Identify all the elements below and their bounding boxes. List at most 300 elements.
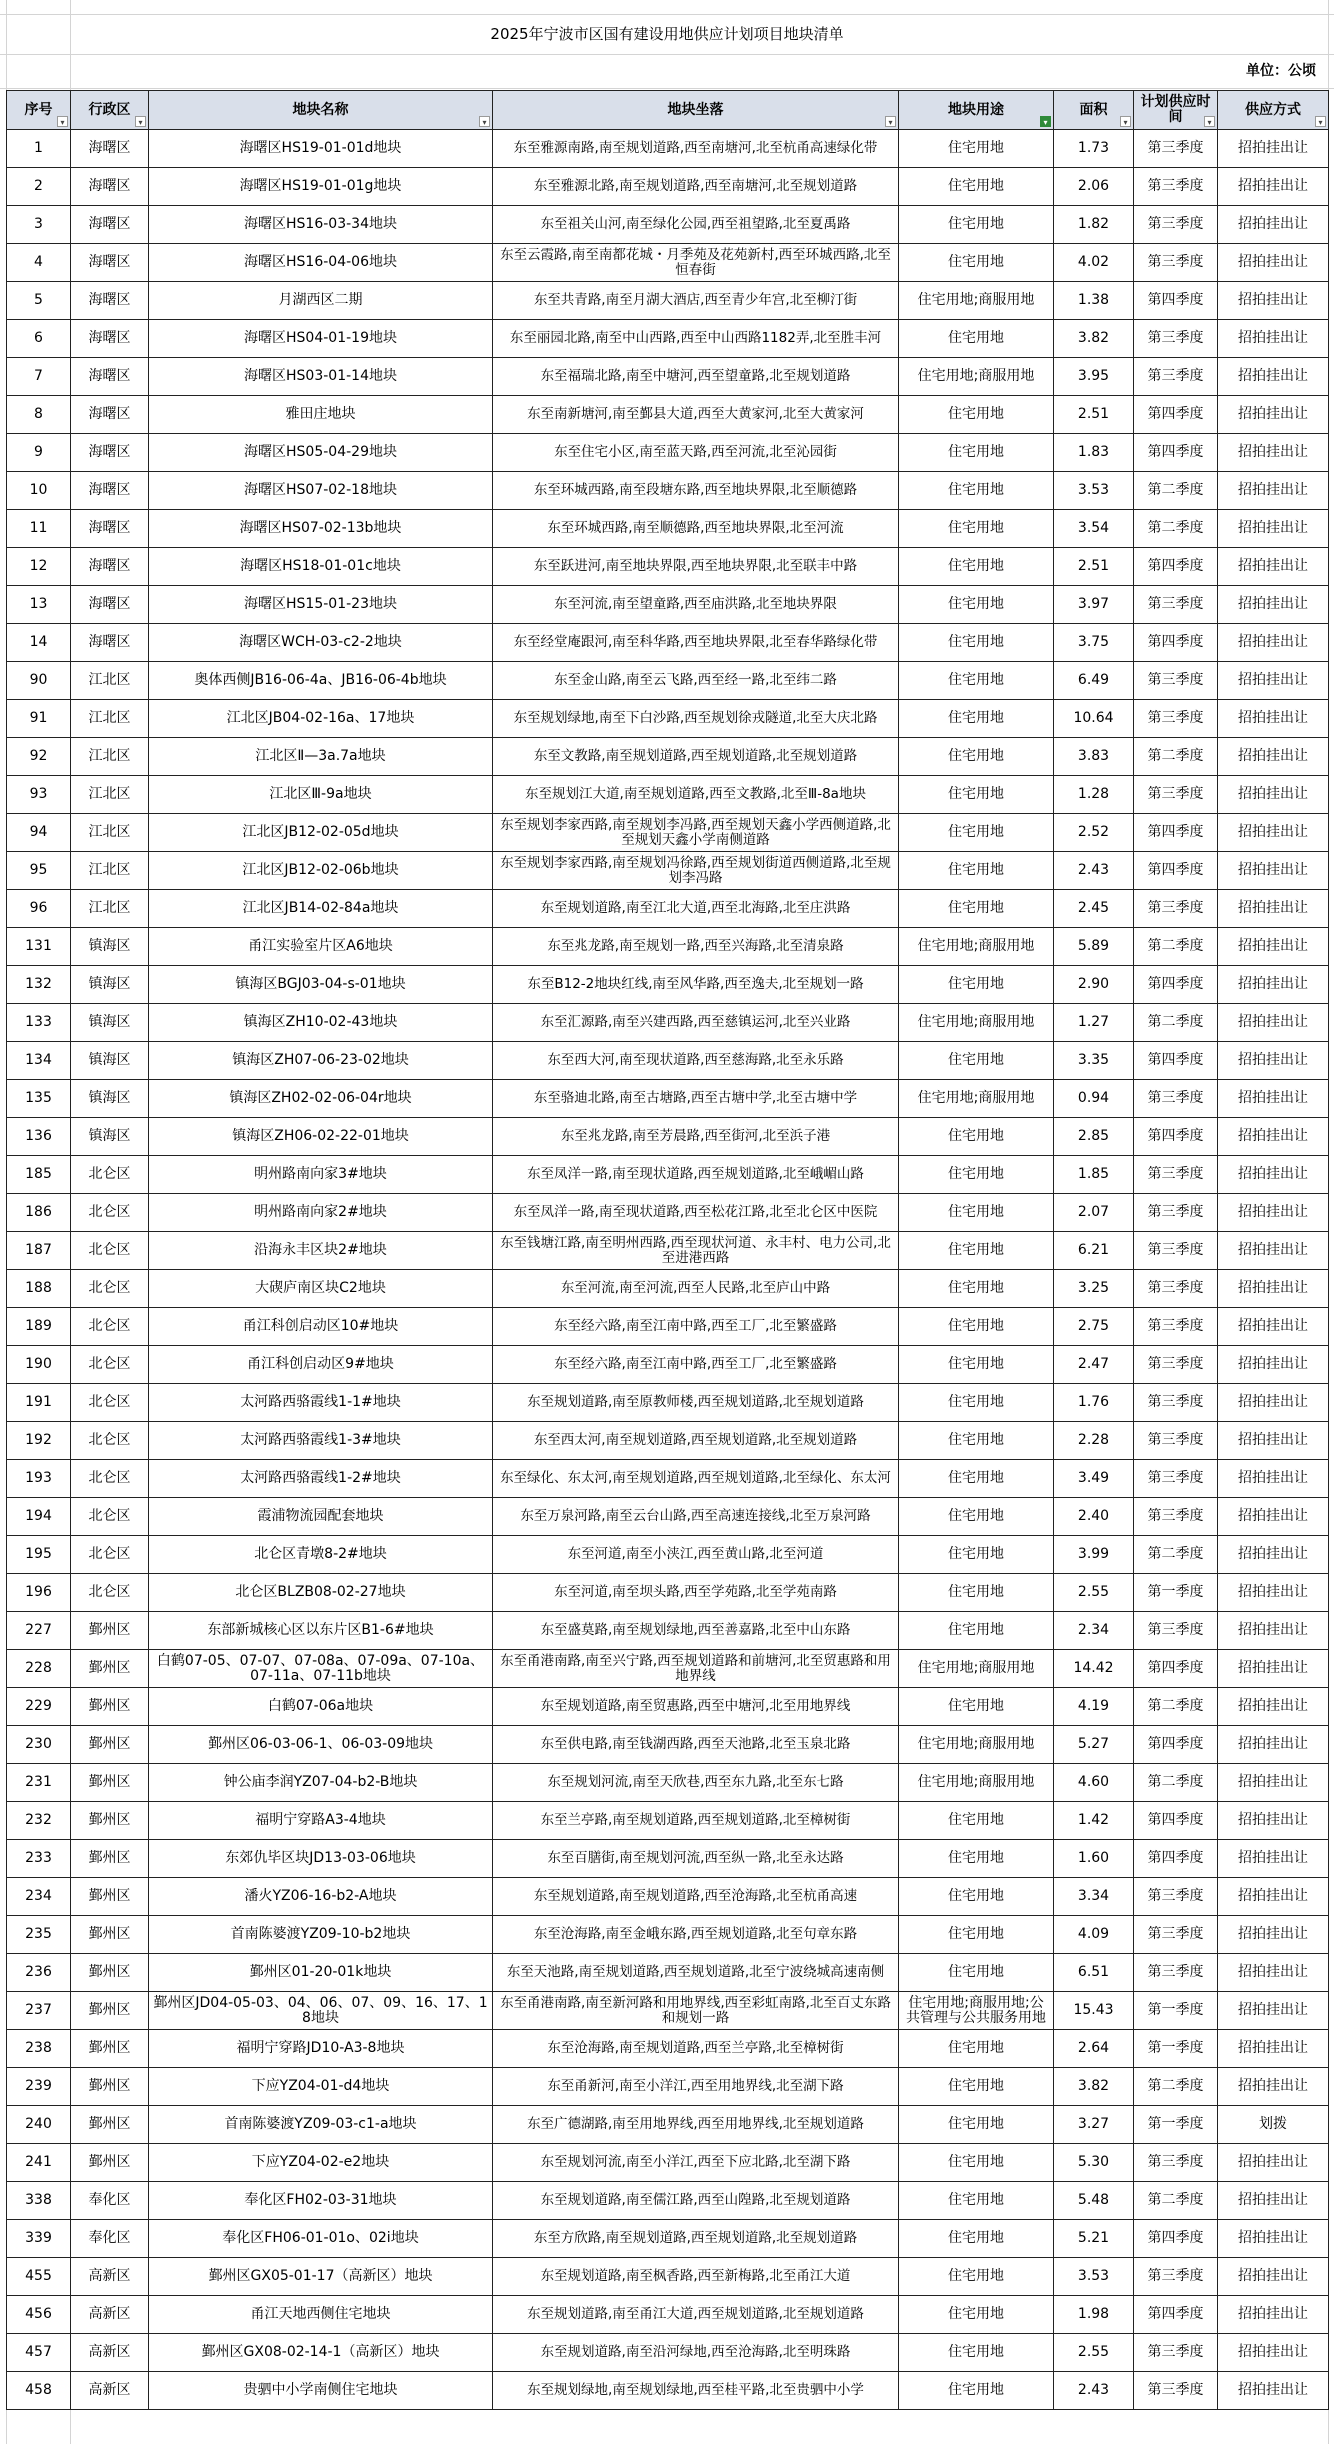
cell-index[interactable]: 3 xyxy=(7,206,71,244)
cell-location[interactable]: 东至规划道路,南至江北大道,西至北海路,北至庄洪路 xyxy=(493,890,899,928)
cell-location[interactable]: 东至经堂庵跟河,南至科华路,西至地块界限,北至春华路绿化带 xyxy=(493,624,899,662)
cell-index[interactable]: 91 xyxy=(7,700,71,738)
cell-location[interactable]: 东至规划道路,南至原教师楼,西至规划道路,北至规划道路 xyxy=(493,1384,899,1422)
cell-district[interactable]: 北仑区 xyxy=(71,1536,149,1574)
cell-area[interactable]: 2.45 xyxy=(1054,890,1134,928)
cell-land-use[interactable]: 住宅用地 xyxy=(899,2144,1054,2182)
cell-supply-method[interactable]: 招拍挂出让 xyxy=(1218,1080,1329,1118)
cell-supply-time[interactable]: 第三季度 xyxy=(1134,776,1218,814)
cell-land-use[interactable]: 住宅用地 xyxy=(899,510,1054,548)
cell-area[interactable]: 10.64 xyxy=(1054,700,1134,738)
cell-district[interactable]: 高新区 xyxy=(71,2334,149,2372)
cell-supply-method[interactable]: 招拍挂出让 xyxy=(1218,1118,1329,1156)
cell-area[interactable]: 3.53 xyxy=(1054,2258,1134,2296)
cell-supply-method[interactable]: 划拨 xyxy=(1218,2106,1329,2144)
cell-supply-time[interactable]: 第四季度 xyxy=(1134,396,1218,434)
cell-plot-name[interactable]: 贵驷中小学南侧住宅地块 xyxy=(149,2372,493,2410)
cell-area[interactable]: 4.19 xyxy=(1054,1688,1134,1726)
cell-area[interactable]: 3.53 xyxy=(1054,472,1134,510)
cell-supply-method[interactable]: 招拍挂出让 xyxy=(1218,130,1329,168)
cell-supply-method[interactable]: 招拍挂出让 xyxy=(1218,624,1329,662)
cell-index[interactable]: 457 xyxy=(7,2334,71,2372)
cell-supply-time[interactable]: 第四季度 xyxy=(1134,1042,1218,1080)
cell-plot-name[interactable]: 海曙区HS16-03-34地块 xyxy=(149,206,493,244)
cell-district[interactable]: 海曙区 xyxy=(71,548,149,586)
cell-plot-name[interactable]: 鄞州区01-20-01k地块 xyxy=(149,1954,493,1992)
filter-dropdown-icon[interactable]: ▾ xyxy=(1120,116,1131,127)
cell-supply-time[interactable]: 第一季度 xyxy=(1134,2106,1218,2144)
cell-index[interactable]: 9 xyxy=(7,434,71,472)
cell-index[interactable]: 94 xyxy=(7,814,71,852)
cell-land-use[interactable]: 住宅用地 xyxy=(899,2220,1054,2258)
cell-index[interactable]: 11 xyxy=(7,510,71,548)
cell-location[interactable]: 东至河流,南至河流,西至人民路,北至庐山中路 xyxy=(493,1270,899,1308)
cell-location[interactable]: 东至沧海路,南至规划道路,西至兰亭路,北至樟树街 xyxy=(493,2030,899,2068)
cell-district[interactable]: 海曙区 xyxy=(71,510,149,548)
cell-location[interactable]: 东至兆龙路,南至芳晨路,西至街河,北至浜子港 xyxy=(493,1118,899,1156)
cell-location[interactable]: 东至西大河,南至现状道路,西至慈海路,北至永乐路 xyxy=(493,1042,899,1080)
cell-supply-method[interactable]: 招拍挂出让 xyxy=(1218,1726,1329,1764)
cell-land-use[interactable]: 住宅用地 xyxy=(899,1840,1054,1878)
cell-location[interactable]: 东至规划道路,南至甬江大道,西至规划道路,北至规划道路 xyxy=(493,2296,899,2334)
cell-location[interactable]: 东至丽园北路,南至中山西路,西至中山西路1182弄,北至胜丰河 xyxy=(493,320,899,358)
cell-supply-method[interactable]: 招拍挂出让 xyxy=(1218,2068,1329,2106)
cell-area[interactable]: 2.51 xyxy=(1054,396,1134,434)
cell-district[interactable]: 镇海区 xyxy=(71,928,149,966)
cell-location[interactable]: 东至河流,南至望童路,西至庙洪路,北至地块界限 xyxy=(493,586,899,624)
cell-district[interactable]: 鄞州区 xyxy=(71,1802,149,1840)
cell-supply-method[interactable]: 招拍挂出让 xyxy=(1218,1156,1329,1194)
cell-plot-name[interactable]: 首南陈婆渡YZ09-03-c1-a地块 xyxy=(149,2106,493,2144)
cell-area[interactable]: 0.94 xyxy=(1054,1080,1134,1118)
cell-district[interactable]: 北仑区 xyxy=(71,1498,149,1536)
cell-district[interactable]: 镇海区 xyxy=(71,1042,149,1080)
cell-location[interactable]: 东至文教路,南至规划道路,西至规划道路,北至规划道路 xyxy=(493,738,899,776)
cell-plot-name[interactable]: 东部新城核心区以东片区B1-6#地块 xyxy=(149,1612,493,1650)
cell-area[interactable]: 3.97 xyxy=(1054,586,1134,624)
cell-plot-name[interactable]: 海曙区HS07-02-13b地块 xyxy=(149,510,493,548)
cell-supply-time[interactable]: 第一季度 xyxy=(1134,2030,1218,2068)
cell-location[interactable]: 东至钱塘江路,南至明州西路,西至现状河道、永丰村、电力公司,北至进港西路 xyxy=(493,1232,899,1270)
cell-land-use[interactable]: 住宅用地 xyxy=(899,738,1054,776)
cell-land-use[interactable]: 住宅用地;商服用地 xyxy=(899,1764,1054,1802)
cell-supply-time[interactable]: 第四季度 xyxy=(1134,1726,1218,1764)
cell-plot-name[interactable]: 首南陈婆渡YZ09-10-b2地块 xyxy=(149,1916,493,1954)
cell-district[interactable]: 北仑区 xyxy=(71,1422,149,1460)
cell-plot-name[interactable]: 甬江天地西侧住宅地块 xyxy=(149,2296,493,2334)
cell-land-use[interactable]: 住宅用地 xyxy=(899,2182,1054,2220)
cell-supply-method[interactable]: 招拍挂出让 xyxy=(1218,1802,1329,1840)
cell-district[interactable]: 北仑区 xyxy=(71,1574,149,1612)
cell-supply-method[interactable]: 招拍挂出让 xyxy=(1218,1194,1329,1232)
cell-district[interactable]: 鄞州区 xyxy=(71,1916,149,1954)
cell-supply-method[interactable]: 招拍挂出让 xyxy=(1218,586,1329,624)
cell-supply-method[interactable]: 招拍挂出让 xyxy=(1218,1042,1329,1080)
cell-supply-method[interactable]: 招拍挂出让 xyxy=(1218,1688,1329,1726)
cell-supply-method[interactable]: 招拍挂出让 xyxy=(1218,2258,1329,2296)
cell-index[interactable]: 8 xyxy=(7,396,71,434)
cell-land-use[interactable]: 住宅用地 xyxy=(899,1156,1054,1194)
cell-land-use[interactable]: 住宅用地 xyxy=(899,1802,1054,1840)
cell-location[interactable]: 东至百膳街,南至规划河流,西至纵一路,北至永达路 xyxy=(493,1840,899,1878)
cell-location[interactable]: 东至经六路,南至江南中路,西至工厂,北至繁盛路 xyxy=(493,1346,899,1384)
cell-plot-name[interactable]: 海曙区HS19-01-01d地块 xyxy=(149,130,493,168)
filter-dropdown-icon[interactable]: ▾ xyxy=(1315,116,1326,127)
cell-index[interactable]: 239 xyxy=(7,2068,71,2106)
cell-index[interactable]: 134 xyxy=(7,1042,71,1080)
cell-land-use[interactable]: 住宅用地 xyxy=(899,700,1054,738)
cell-supply-method[interactable]: 招拍挂出让 xyxy=(1218,168,1329,206)
cell-area[interactable]: 4.60 xyxy=(1054,1764,1134,1802)
cell-location[interactable]: 东至规划道路,南至沿河绿地,西至沧海路,北至明珠路 xyxy=(493,2334,899,2372)
cell-supply-time[interactable]: 第三季度 xyxy=(1134,586,1218,624)
cell-plot-name[interactable]: 钟公庙李润YZ07-04-b2-B地块 xyxy=(149,1764,493,1802)
cell-supply-method[interactable]: 招拍挂出让 xyxy=(1218,1498,1329,1536)
cell-supply-method[interactable]: 招拍挂出让 xyxy=(1218,434,1329,472)
cell-supply-time[interactable]: 第三季度 xyxy=(1134,2258,1218,2296)
cell-area[interactable]: 5.21 xyxy=(1054,2220,1134,2258)
cell-land-use[interactable]: 住宅用地 xyxy=(899,776,1054,814)
cell-area[interactable]: 5.30 xyxy=(1054,2144,1134,2182)
cell-supply-time[interactable]: 第二季度 xyxy=(1134,1764,1218,1802)
cell-district[interactable]: 奉化区 xyxy=(71,2220,149,2258)
cell-plot-name[interactable]: 镇海区ZH07-06-23-02地块 xyxy=(149,1042,493,1080)
cell-supply-time[interactable]: 第四季度 xyxy=(1134,852,1218,890)
cell-plot-name[interactable]: 江北区JB12-02-05d地块 xyxy=(149,814,493,852)
cell-area[interactable]: 2.34 xyxy=(1054,1612,1134,1650)
cell-district[interactable]: 高新区 xyxy=(71,2258,149,2296)
cell-supply-method[interactable]: 招拍挂出让 xyxy=(1218,776,1329,814)
cell-supply-time[interactable]: 第四季度 xyxy=(1134,2220,1218,2258)
cell-area[interactable]: 1.60 xyxy=(1054,1840,1134,1878)
cell-land-use[interactable]: 住宅用地 xyxy=(899,1574,1054,1612)
cell-district[interactable]: 江北区 xyxy=(71,890,149,928)
cell-plot-name[interactable]: 奉化区FH02-03-31地块 xyxy=(149,2182,493,2220)
cell-supply-method[interactable]: 招拍挂出让 xyxy=(1218,1004,1329,1042)
cell-index[interactable]: 92 xyxy=(7,738,71,776)
cell-land-use[interactable]: 住宅用地 xyxy=(899,434,1054,472)
cell-plot-name[interactable]: 白鹤07-05、07-07、07-08a、07-09a、07-10a、07-11a、07-11b地块 xyxy=(149,1650,493,1688)
cell-plot-name[interactable]: 海曙区HS03-01-14地块 xyxy=(149,358,493,396)
cell-index[interactable]: 235 xyxy=(7,1916,71,1954)
cell-supply-time[interactable]: 第三季度 xyxy=(1134,2372,1218,2410)
cell-location[interactable]: 东至规划河流,南至天欣巷,西至东九路,北至东七路 xyxy=(493,1764,899,1802)
cell-index[interactable]: 2 xyxy=(7,168,71,206)
cell-area[interactable]: 3.35 xyxy=(1054,1042,1134,1080)
cell-plot-name[interactable]: 福明宁穿路JD10-A3-8地块 xyxy=(149,2030,493,2068)
cell-index[interactable]: 189 xyxy=(7,1308,71,1346)
cell-district[interactable]: 海曙区 xyxy=(71,624,149,662)
cell-land-use[interactable]: 住宅用地;商服用地 xyxy=(899,928,1054,966)
cell-index[interactable]: 455 xyxy=(7,2258,71,2296)
cell-area[interactable]: 1.38 xyxy=(1054,282,1134,320)
cell-supply-time[interactable]: 第三季度 xyxy=(1134,1878,1218,1916)
cell-plot-name[interactable]: 海曙区WCH-03-c2-2地块 xyxy=(149,624,493,662)
cell-plot-name[interactable]: 鄞州区JD04-05-03、04、06、07、09、16、17、18地块 xyxy=(149,1992,493,2030)
cell-supply-method[interactable]: 招拍挂出让 xyxy=(1218,1422,1329,1460)
cell-index[interactable]: 232 xyxy=(7,1802,71,1840)
cell-location[interactable]: 东至甬新河,南至小洋江,西至用地界线,北至湖下路 xyxy=(493,2068,899,2106)
cell-plot-name[interactable]: 甬江实验室片区A6地块 xyxy=(149,928,493,966)
cell-supply-method[interactable]: 招拍挂出让 xyxy=(1218,1308,1329,1346)
cell-location[interactable]: 东至广德湖路,南至用地界线,西至用地界线,北至规划道路 xyxy=(493,2106,899,2144)
cell-supply-method[interactable]: 招拍挂出让 xyxy=(1218,1232,1329,1270)
cell-index[interactable]: 191 xyxy=(7,1384,71,1422)
cell-district[interactable]: 奉化区 xyxy=(71,2182,149,2220)
cell-supply-method[interactable]: 招拍挂出让 xyxy=(1218,2030,1329,2068)
cell-land-use[interactable]: 住宅用地 xyxy=(899,1042,1054,1080)
cell-area[interactable]: 3.75 xyxy=(1054,624,1134,662)
cell-land-use[interactable]: 住宅用地;商服用地 xyxy=(899,282,1054,320)
cell-area[interactable]: 2.52 xyxy=(1054,814,1134,852)
cell-supply-time[interactable]: 第四季度 xyxy=(1134,548,1218,586)
cell-index[interactable]: 93 xyxy=(7,776,71,814)
cell-district[interactable]: 北仑区 xyxy=(71,1156,149,1194)
cell-index[interactable]: 14 xyxy=(7,624,71,662)
cell-land-use[interactable]: 住宅用地 xyxy=(899,1194,1054,1232)
cell-supply-time[interactable]: 第三季度 xyxy=(1134,1460,1218,1498)
cell-location[interactable]: 东至绿化、东太河,南至规划道路,西至规划道路,北至绿化、东太河 xyxy=(493,1460,899,1498)
cell-index[interactable]: 233 xyxy=(7,1840,71,1878)
cell-supply-method[interactable]: 招拍挂出让 xyxy=(1218,396,1329,434)
cell-land-use[interactable]: 住宅用地 xyxy=(899,2372,1054,2410)
cell-location[interactable]: 东至方欣路,南至规划道路,西至规划道路,北至规划道路 xyxy=(493,2220,899,2258)
header-index[interactable]: 序号 ▾ xyxy=(7,91,71,130)
cell-district[interactable]: 海曙区 xyxy=(71,320,149,358)
cell-location[interactable]: 东至河道,南至坝头路,西至学苑路,北至学苑南路 xyxy=(493,1574,899,1612)
cell-land-use[interactable]: 住宅用地 xyxy=(899,966,1054,1004)
cell-area[interactable]: 2.06 xyxy=(1054,168,1134,206)
cell-supply-time[interactable]: 第三季度 xyxy=(1134,890,1218,928)
cell-supply-time[interactable]: 第四季度 xyxy=(1134,1840,1218,1878)
cell-district[interactable]: 镇海区 xyxy=(71,1004,149,1042)
cell-supply-time[interactable]: 第三季度 xyxy=(1134,1308,1218,1346)
cell-land-use[interactable]: 住宅用地 xyxy=(899,1346,1054,1384)
cell-area[interactable]: 1.76 xyxy=(1054,1384,1134,1422)
cell-area[interactable]: 3.82 xyxy=(1054,320,1134,358)
cell-supply-time[interactable]: 第四季度 xyxy=(1134,2296,1218,2334)
cell-area[interactable]: 3.49 xyxy=(1054,1460,1134,1498)
cell-district[interactable]: 北仑区 xyxy=(71,1308,149,1346)
cell-supply-method[interactable]: 招拍挂出让 xyxy=(1218,1384,1329,1422)
cell-location[interactable]: 东至南新塘河,南至鄞县大道,西至大黄家河,北至大黄家河 xyxy=(493,396,899,434)
cell-supply-time[interactable]: 第二季度 xyxy=(1134,472,1218,510)
cell-supply-time[interactable]: 第二季度 xyxy=(1134,1536,1218,1574)
cell-district[interactable]: 海曙区 xyxy=(71,586,149,624)
header-area[interactable]: 面积 ▾ xyxy=(1054,91,1134,130)
cell-plot-name[interactable]: 北仑区青墩8-2#地块 xyxy=(149,1536,493,1574)
cell-land-use[interactable]: 住宅用地 xyxy=(899,1688,1054,1726)
cell-area[interactable]: 15.43 xyxy=(1054,1992,1134,2030)
cell-supply-method[interactable]: 招拍挂出让 xyxy=(1218,738,1329,776)
cell-area[interactable]: 2.90 xyxy=(1054,966,1134,1004)
cell-supply-method[interactable]: 招拍挂出让 xyxy=(1218,2144,1329,2182)
cell-supply-time[interactable]: 第四季度 xyxy=(1134,434,1218,472)
cell-land-use[interactable]: 住宅用地 xyxy=(899,472,1054,510)
cell-location[interactable]: 东至规划道路,南至规划道路,西至沧海路,北至杭甬高速 xyxy=(493,1878,899,1916)
cell-land-use[interactable]: 住宅用地 xyxy=(899,244,1054,282)
cell-supply-time[interactable]: 第四季度 xyxy=(1134,1650,1218,1688)
cell-supply-time[interactable]: 第二季度 xyxy=(1134,738,1218,776)
cell-supply-method[interactable]: 招拍挂出让 xyxy=(1218,320,1329,358)
cell-supply-time[interactable]: 第二季度 xyxy=(1134,1004,1218,1042)
cell-land-use[interactable]: 住宅用地 xyxy=(899,206,1054,244)
cell-index[interactable]: 186 xyxy=(7,1194,71,1232)
cell-district[interactable]: 海曙区 xyxy=(71,168,149,206)
cell-location[interactable]: 东至甬港南路,南至兴宁路,西至规划道路和前塘河,北至贸惠路和用地界线 xyxy=(493,1650,899,1688)
cell-supply-method[interactable]: 招拍挂出让 xyxy=(1218,358,1329,396)
cell-area[interactable]: 4.09 xyxy=(1054,1916,1134,1954)
cell-land-use[interactable]: 住宅用地 xyxy=(899,1270,1054,1308)
cell-location[interactable]: 东至沧海路,南至金峨东路,西至规划道路,北至句章东路 xyxy=(493,1916,899,1954)
cell-supply-method[interactable]: 招拍挂出让 xyxy=(1218,852,1329,890)
cell-land-use[interactable]: 住宅用地 xyxy=(899,168,1054,206)
cell-location[interactable]: 东至规划李家西路,南至规划冯徐路,西至规划街道西侧道路,北至规划李冯路 xyxy=(493,852,899,890)
cell-district[interactable]: 北仑区 xyxy=(71,1194,149,1232)
cell-area[interactable]: 1.83 xyxy=(1054,434,1134,472)
filter-dropdown-icon[interactable]: ▾ xyxy=(1204,116,1215,127)
cell-location[interactable]: 东至规划道路,南至贸惠路,西至中塘河,北至用地界线 xyxy=(493,1688,899,1726)
filter-dropdown-icon[interactable]: ▾ xyxy=(479,116,490,127)
cell-location[interactable]: 东至规划李家西路,南至规划李冯路,西至规划天鑫小学西侧道路,北至规划天鑫小学南侧道路 xyxy=(493,814,899,852)
cell-index[interactable]: 230 xyxy=(7,1726,71,1764)
cell-location[interactable]: 东至规划绿地,南至规划绿地,西至桂平路,北至贵驷中小学 xyxy=(493,2372,899,2410)
cell-district[interactable]: 江北区 xyxy=(71,776,149,814)
cell-supply-method[interactable]: 招拍挂出让 xyxy=(1218,548,1329,586)
cell-supply-time[interactable]: 第四季度 xyxy=(1134,624,1218,662)
cell-area[interactable]: 1.82 xyxy=(1054,206,1134,244)
cell-supply-time[interactable]: 第三季度 xyxy=(1134,1498,1218,1536)
filter-dropdown-icon[interactable]: ▾ xyxy=(57,116,68,127)
cell-supply-method[interactable]: 招拍挂出让 xyxy=(1218,2334,1329,2372)
cell-area[interactable]: 2.28 xyxy=(1054,1422,1134,1460)
cell-district[interactable]: 北仑区 xyxy=(71,1460,149,1498)
cell-supply-time[interactable]: 第三季度 xyxy=(1134,662,1218,700)
cell-index[interactable]: 339 xyxy=(7,2220,71,2258)
cell-land-use[interactable]: 住宅用地 xyxy=(899,396,1054,434)
cell-area[interactable]: 2.40 xyxy=(1054,1498,1134,1536)
cell-district[interactable]: 镇海区 xyxy=(71,1118,149,1156)
cell-index[interactable]: 236 xyxy=(7,1954,71,1992)
cell-supply-method[interactable]: 招拍挂出让 xyxy=(1218,282,1329,320)
cell-supply-method[interactable]: 招拍挂出让 xyxy=(1218,890,1329,928)
cell-index[interactable]: 6 xyxy=(7,320,71,358)
cell-area[interactable]: 2.55 xyxy=(1054,1574,1134,1612)
cell-area[interactable]: 2.43 xyxy=(1054,852,1134,890)
cell-area[interactable]: 6.49 xyxy=(1054,662,1134,700)
cell-plot-name[interactable]: 太河路西骆霞线1-2#地块 xyxy=(149,1460,493,1498)
cell-district[interactable]: 北仑区 xyxy=(71,1346,149,1384)
cell-index[interactable]: 188 xyxy=(7,1270,71,1308)
cell-index[interactable]: 193 xyxy=(7,1460,71,1498)
cell-land-use[interactable]: 住宅用地 xyxy=(899,2068,1054,2106)
cell-area[interactable]: 3.83 xyxy=(1054,738,1134,776)
cell-index[interactable]: 10 xyxy=(7,472,71,510)
cell-location[interactable]: 东至甬港南路,南至新河路和用地界线,西至彩虹南路,北至百丈东路和规划一路 xyxy=(493,1992,899,2030)
cell-district[interactable]: 鄞州区 xyxy=(71,1726,149,1764)
cell-supply-method[interactable]: 招拍挂出让 xyxy=(1218,1612,1329,1650)
cell-index[interactable]: 12 xyxy=(7,548,71,586)
cell-plot-name[interactable]: 海曙区HS15-01-23地块 xyxy=(149,586,493,624)
cell-location[interactable]: 东至骆迪北路,南至古塘路,西至古塘中学,北至古塘中学 xyxy=(493,1080,899,1118)
cell-plot-name[interactable]: 江北区Ⅱ—3a.7a地块 xyxy=(149,738,493,776)
cell-land-use[interactable]: 住宅用地 xyxy=(899,890,1054,928)
cell-supply-time[interactable]: 第三季度 xyxy=(1134,1270,1218,1308)
cell-location[interactable]: 东至雅源北路,南至规划道路,西至南塘河,北至规划道路 xyxy=(493,168,899,206)
cell-index[interactable]: 136 xyxy=(7,1118,71,1156)
cell-district[interactable]: 海曙区 xyxy=(71,472,149,510)
cell-land-use[interactable]: 住宅用地 xyxy=(899,1916,1054,1954)
cell-index[interactable]: 187 xyxy=(7,1232,71,1270)
cell-district[interactable]: 北仑区 xyxy=(71,1232,149,1270)
cell-land-use[interactable]: 住宅用地 xyxy=(899,1612,1054,1650)
cell-land-use[interactable]: 住宅用地 xyxy=(899,320,1054,358)
cell-land-use[interactable]: 住宅用地 xyxy=(899,2106,1054,2144)
cell-index[interactable]: 241 xyxy=(7,2144,71,2182)
cell-district[interactable]: 鄞州区 xyxy=(71,2030,149,2068)
cell-index[interactable]: 133 xyxy=(7,1004,71,1042)
cell-supply-time[interactable]: 第一季度 xyxy=(1134,1574,1218,1612)
cell-district[interactable]: 鄞州区 xyxy=(71,1840,149,1878)
cell-supply-time[interactable]: 第四季度 xyxy=(1134,966,1218,1004)
cell-supply-method[interactable]: 招拍挂出让 xyxy=(1218,966,1329,1004)
cell-location[interactable]: 东至凤洋一路,南至现状道路,西至松花江路,北至北仑区中医院 xyxy=(493,1194,899,1232)
cell-plot-name[interactable]: 沿海永丰区块2#地块 xyxy=(149,1232,493,1270)
cell-location[interactable]: 东至规划道路,南至枫香路,西至新梅路,北至甬江大道 xyxy=(493,2258,899,2296)
cell-area[interactable]: 1.98 xyxy=(1054,2296,1134,2334)
cell-area[interactable]: 5.89 xyxy=(1054,928,1134,966)
cell-index[interactable]: 234 xyxy=(7,1878,71,1916)
cell-plot-name[interactable]: 江北区JB04-02-16a、17地块 xyxy=(149,700,493,738)
cell-supply-method[interactable]: 招拍挂出让 xyxy=(1218,1650,1329,1688)
cell-area[interactable]: 6.21 xyxy=(1054,1232,1134,1270)
cell-land-use[interactable]: 住宅用地;商服用地 xyxy=(899,358,1054,396)
cell-district[interactable]: 高新区 xyxy=(71,2372,149,2410)
cell-land-use[interactable]: 住宅用地;商服用地 xyxy=(899,1650,1054,1688)
cell-index[interactable]: 240 xyxy=(7,2106,71,2144)
cell-index[interactable]: 5 xyxy=(7,282,71,320)
cell-location[interactable]: 东至规划河流,南至小洋江,西至下应北路,北至湖下路 xyxy=(493,2144,899,2182)
cell-index[interactable]: 135 xyxy=(7,1080,71,1118)
cell-plot-name[interactable]: 江北区JB12-02-06b地块 xyxy=(149,852,493,890)
cell-supply-method[interactable]: 招拍挂出让 xyxy=(1218,2182,1329,2220)
cell-index[interactable]: 456 xyxy=(7,2296,71,2334)
cell-district[interactable]: 江北区 xyxy=(71,814,149,852)
cell-area[interactable]: 2.07 xyxy=(1054,1194,1134,1232)
cell-index[interactable]: 192 xyxy=(7,1422,71,1460)
cell-supply-time[interactable]: 第三季度 xyxy=(1134,358,1218,396)
cell-plot-name[interactable]: 海曙区HS04-01-19地块 xyxy=(149,320,493,358)
cell-index[interactable]: 96 xyxy=(7,890,71,928)
cell-district[interactable]: 鄞州区 xyxy=(71,2106,149,2144)
header-supply-method[interactable]: 供应方式 ▾ xyxy=(1218,91,1329,130)
cell-area[interactable]: 2.75 xyxy=(1054,1308,1134,1346)
cell-district[interactable]: 海曙区 xyxy=(71,358,149,396)
cell-supply-method[interactable]: 招拍挂出让 xyxy=(1218,700,1329,738)
cell-land-use[interactable]: 住宅用地 xyxy=(899,1308,1054,1346)
cell-area[interactable]: 3.34 xyxy=(1054,1878,1134,1916)
cell-area[interactable]: 5.27 xyxy=(1054,1726,1134,1764)
cell-land-use[interactable]: 住宅用地;商服用地 xyxy=(899,1004,1054,1042)
cell-supply-time[interactable]: 第三季度 xyxy=(1134,1384,1218,1422)
cell-district[interactable]: 镇海区 xyxy=(71,1080,149,1118)
cell-location[interactable]: 东至天池路,南至规划道路,西至规划道路,北至宁波绕城高速南侧 xyxy=(493,1954,899,1992)
cell-location[interactable]: 东至汇源路,南至兴建西路,西至慈镇运河,北至兴业路 xyxy=(493,1004,899,1042)
cell-supply-time[interactable]: 第三季度 xyxy=(1134,1422,1218,1460)
cell-index[interactable]: 131 xyxy=(7,928,71,966)
cell-area[interactable]: 1.27 xyxy=(1054,1004,1134,1042)
cell-plot-name[interactable]: 海曙区HS05-04-29地块 xyxy=(149,434,493,472)
